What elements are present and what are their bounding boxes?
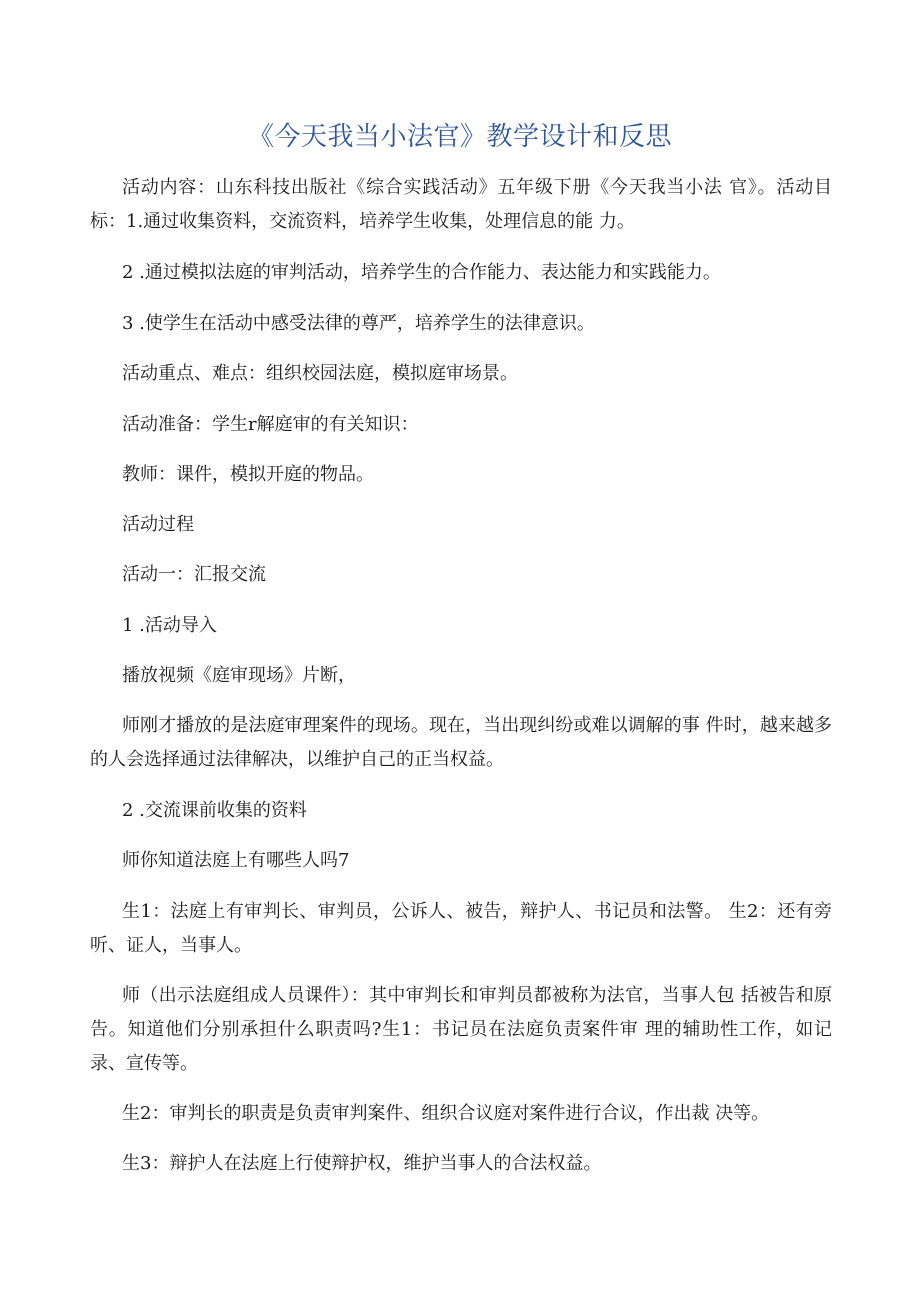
paragraph-student-2: 生2：审判长的职责是负责审判案件、组织合议庭对案件进行合议，作出裁 决等。 (122, 1103, 770, 1124)
paragraph-student-3: 生3：辩护人在法庭上行使辩护权，维护当事人的合法权益。 (122, 1153, 602, 1174)
paragraph-goal-2: 2 .通过模拟法庭的审判活动，培养学生的合作能力、表达能力和实践能力。 (122, 262, 721, 283)
paragraph-teacher-explanation: 师刚才播放的是法庭审理案件的现场。现在，当出现纠纷或难以调解的事 件时，越来越多的人会选择通过法律解决，以维护自己的正当权益。 (90, 715, 832, 770)
paragraph-process-heading: 活动过程 (122, 514, 194, 535)
paragraph-student-1: 生1：法庭上有审判长、审判员，公诉人、被告，辩护人、书记员和法警。 生2：还有旁听、证人，当事人。 (90, 901, 832, 956)
paragraph-activity-content: 活动内容：山东科技出版社《综合实践活动》五年级下册《今天我当小法 官》。活动目标：1.通过收集资料，交流资料，培养学生收集，处理信息的能 力。 (90, 177, 832, 232)
paragraph-intro: 1 .活动导入 (122, 615, 217, 636)
paragraph-activity-one: 活动一：汇报交流 (122, 564, 266, 585)
paragraph-teacher-question: 师你知道法庭上有哪些人吗7 (122, 850, 350, 871)
paragraph-teacher-materials: 教师：课件，模拟开庭的物品。 (122, 464, 374, 485)
paragraph-key-points: 活动重点、难点：组织校园法庭，模拟庭审场景。 (122, 363, 518, 384)
paragraph-goal-3: 3 .使学生在活动中感受法律的尊严，培养学生的法律意识。 (122, 313, 595, 334)
paragraph-exchange-materials: 2 .交流课前收集的资料 (122, 800, 307, 821)
paragraph-preparation: 活动准备：学生r解庭审的有关知识： (122, 414, 419, 435)
paragraph-teacher-courseware: 师（出示法庭组成人员课件）：其中审判长和审判员都被称为法官，当事人包 括被告和原告。知道他们分别承担什么职责吗?生1：书记员在法庭负责案件审 理的辅助性工作，如记录、宣传等。 (90, 985, 832, 1074)
paragraph-video: 播放视频《庭审现场》片断， (122, 665, 356, 686)
page-title: 《今天我当小法官》教学设计和反思 (247, 122, 672, 152)
